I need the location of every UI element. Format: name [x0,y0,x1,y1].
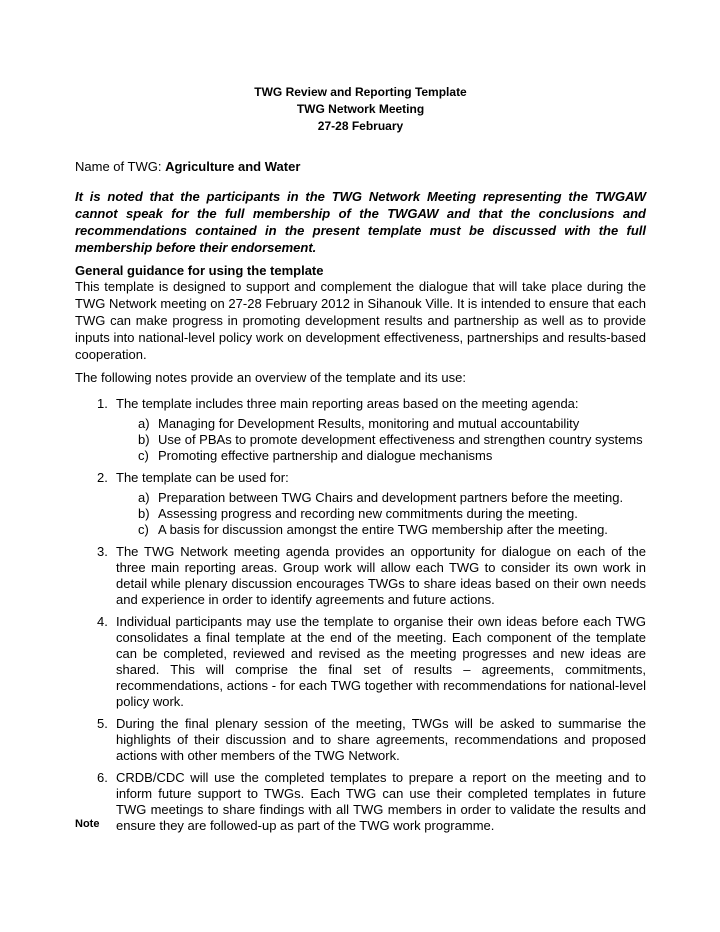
sub-list-item [116,490,646,506]
meeting-date: 27-28 February [317,119,404,133]
sub-list [116,416,646,464]
sub-list-item [116,416,646,432]
sub-list-letter: c) [138,522,149,537]
sub-list-letter: c) [138,448,149,463]
sub-list-text: Managing for Development Results, monitoring and mutual accountability [158,416,580,431]
sub-list-text: Use of PBAs to promote development effectiveness and strengthen country systems [158,432,643,447]
list-item [75,770,646,834]
notes-intro: The following notes provide an overview of the template and its use: [75,370,466,385]
sub-list-item [116,522,646,538]
twg-name-label: Name of TWG: [75,159,166,174]
list-number: 3. [97,544,108,559]
list-item-text: Individual participants may use the template to organise their own ideas before each TWG consolidates a final template at the end of the meeting. Each component of the template can be completed, reviewed and revised as the meeting progresses and new ideas are shared. This will comprise the final set of results – agreements, commitments, recommendations, actions - for each TWG together with recommendations for national-level policy work. [116,614,646,709]
sub-list-item [116,506,646,522]
sub-list [116,490,646,538]
notes-list [75,396,646,834]
twg-name-value: Agriculture and Water [165,159,301,174]
sub-list-text: A basis for discussion amongst the entire TWG membership after the meeting. [158,522,608,537]
list-item [75,614,646,710]
sub-list-text: Promoting effective partnership and dialogue mechanisms [158,448,493,463]
guidance-paragraph: This template is designed to support and complement the dialogue that will take place during the TWG Network meeting on 27-28 February 2012 in Sihanouk Ville. It is intended to ensure that each TWG can make progress in promoting development results and partnership as well as to provide inputs into national-level policy work on development effectiveness, partnerships and results-based cooperation. [75,279,646,362]
list-number: 1. [97,396,108,411]
list-item [75,544,646,608]
sub-list-item [116,432,646,448]
list-number: 4. [97,614,108,629]
sub-list-text: Preparation between TWG Chairs and development partners before the meeting. [158,490,624,505]
list-number: 2. [97,470,108,485]
list-item-text: The template includes three main reporting areas based on the meeting agenda: [116,396,579,411]
list-number: 5. [97,716,108,731]
meeting-name: TWG Network Meeting [296,102,425,116]
list-item [75,396,646,464]
sub-list-letter: a) [138,416,150,431]
note-heading: Note [75,818,100,830]
document-title: TWG Review and Reporting Template [254,85,467,99]
list-item [75,716,646,764]
list-item-text: During the final plenary session of the meeting, TWGs will be asked to summarise the highlights of their discussion and to share agreements, recommendations and proposed actions with other members of the TWG Network. [116,716,646,763]
list-item-text: CRDB/CDC will use the completed templates to prepare a report on the meeting and to inform future support to TWGs. Each TWG can use their completed templates in future TWG meetings to share findings with all TWG members in order to validate the results and ensure they are followed-up as part of the TWG work programme. [116,770,646,833]
guidance-heading: General guidance for using the template [75,263,324,278]
sub-list-letter: a) [138,490,150,505]
document-title-block [75,84,646,135]
sub-list-item [116,448,646,464]
sub-list-letter: b) [138,432,150,447]
list-item [75,470,646,538]
list-item-text: The TWG Network meeting agenda provides an opportunity for dialogue on each of the three main reporting areas. Group work will allow each TWG to consider its own work in detail while plenary discussion encourages TWGs to share ideas based on their own needs and experience in order to identify agreements and future actions. [116,544,646,607]
twg-name-line [75,158,300,175]
list-number: 6. [97,770,108,785]
list-item-text: The template can be used for: [116,470,289,485]
sub-list-letter: b) [138,506,150,521]
participants-notice: It is noted that the participants in the TWG Network Meeting representing the TWGAW cannot speak for the full membership of the TWGAW and that the conclusions and recommendations contained in the present template must be discussed with the full membership before their endorsement. [75,189,646,255]
sub-list-text: Assessing progress and recording new commitments during the meeting. [158,506,578,521]
